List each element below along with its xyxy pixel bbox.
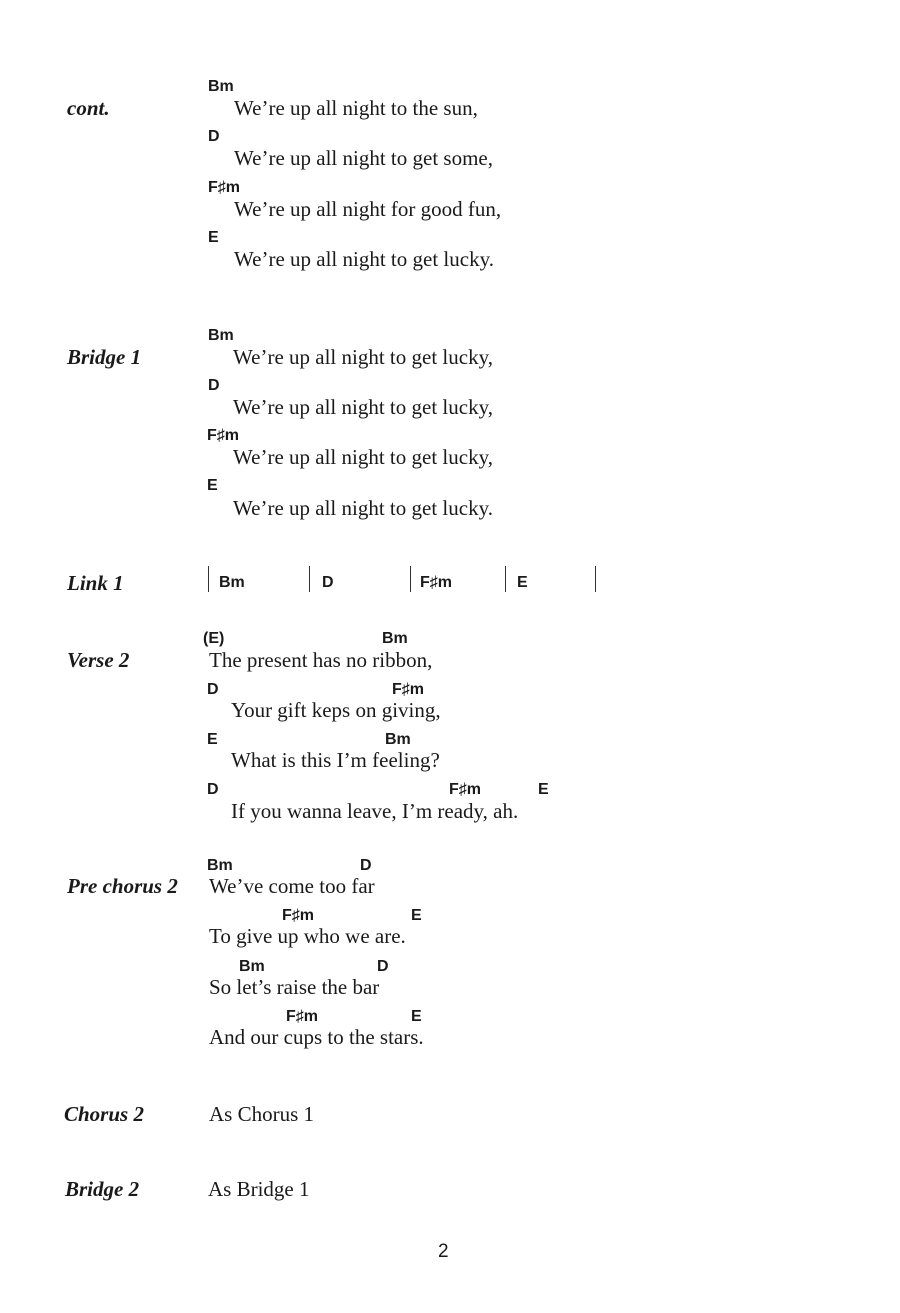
chord: Bm [382, 630, 408, 647]
chord: (E) [203, 630, 225, 647]
lyric-line: We’re up all night to get lucky, [233, 395, 493, 419]
page-number: 2 [438, 1241, 449, 1262]
lyric-line: And our cups to the stars. [209, 1025, 424, 1049]
lyric-line: We’re up all night to get lucky, [233, 445, 493, 469]
chord: Bm [207, 857, 233, 874]
bar-line [505, 566, 506, 592]
lyric-line: So let’s raise the bar [209, 975, 380, 999]
chord: E [538, 781, 549, 798]
chord: D [208, 128, 220, 145]
section-label-bridge-2: Bridge 2 [65, 1177, 140, 1201]
section-label-chorus-2: Chorus 2 [64, 1102, 144, 1126]
chord: F♯m [449, 781, 481, 798]
lyric-line: We’ve come too far [209, 874, 375, 898]
chord: D [207, 781, 219, 798]
lyric-line: If you wanna leave, I’m ready, ah. [231, 799, 519, 823]
bar-line [309, 566, 310, 592]
lyric-line: The present has no ribbon, [209, 648, 433, 672]
chord: E [208, 229, 219, 246]
lyric-line: To give up who we are. [209, 924, 406, 948]
chord: D [208, 377, 220, 394]
lyric-line: Your gift keps on giving, [231, 698, 441, 722]
chord: E [411, 1008, 422, 1025]
chord: F♯m [207, 427, 239, 444]
bar-line [208, 566, 209, 592]
lyric-line: We’re up all night to get lucky, [233, 345, 493, 369]
chord: E [411, 907, 422, 924]
bar-line [410, 566, 411, 592]
section-label-link-1: Link 1 [67, 571, 124, 595]
bar-line [595, 566, 596, 592]
chord: F♯m [286, 1008, 318, 1025]
chord: Bm [385, 731, 411, 748]
chord: F♯m [208, 179, 240, 196]
repeat-instruction: As Bridge 1 [208, 1177, 310, 1201]
chord: Bm [219, 574, 245, 591]
repeat-instruction: As Chorus 1 [209, 1102, 315, 1126]
chord: F♯m [282, 907, 314, 924]
lyric-line: What is this I’m feeling? [231, 748, 440, 772]
section-label-verse-2: Verse 2 [67, 648, 130, 672]
chord: E [207, 731, 218, 748]
chord: F♯m [392, 681, 424, 698]
chord: Bm [208, 78, 234, 95]
chord: D [360, 857, 372, 874]
lyric-line: We’re up all night to get lucky. [234, 247, 494, 271]
chord: F♯m [420, 574, 452, 591]
lyric-line: We’re up all night to get some, [234, 146, 493, 170]
lyric-line: We’re up all night for good fun, [234, 197, 502, 221]
section-label-bridge-1: Bridge 1 [67, 345, 142, 369]
chord: Bm [208, 327, 234, 344]
lyric-line: We’re up all night to get lucky. [233, 496, 493, 520]
lyric-line: We’re up all night to the sun, [234, 96, 478, 120]
section-label-pre-chorus-2: Pre chorus 2 [67, 874, 178, 898]
chord: E [207, 477, 218, 494]
chord: Bm [239, 958, 265, 975]
section-label-cont: cont. [67, 96, 110, 120]
chord: D [322, 574, 334, 591]
chord: D [207, 681, 219, 698]
chord: D [377, 958, 389, 975]
chord: E [517, 574, 528, 591]
